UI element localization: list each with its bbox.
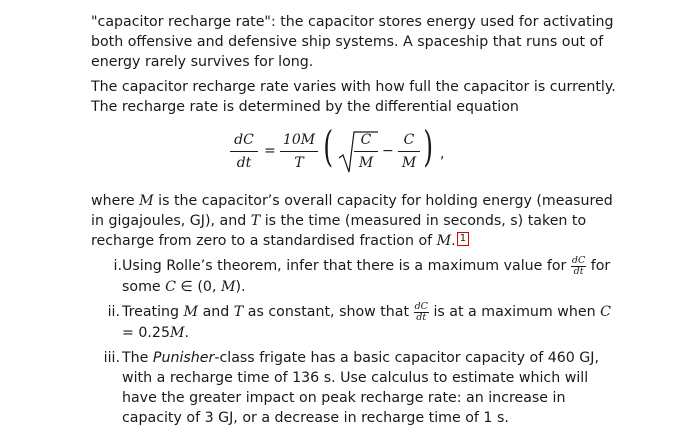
numerator: C [360,132,372,148]
text-segment: Using Rolle’s theorem, infer that there is a maximum value for [122,258,571,274]
text-segment: is the time (measured in seconds, s) taken to recharge from zero to a standardised fraction of [91,213,587,249]
paragraph-recharge-equation-intro: The capacitor recharge rate varies with how full the capacitor is currently. The recharge rate is determined by the differential equation [91,79,616,115]
paragraph-capacitor-recharge-rate: "capacitor recharge rate": the capacitor stores energy used for activating both offensive and defensive ship systems. A spaceship that runs out of energy rarely survives for long. [91,14,614,70]
inline-fraction-dc-dt [414,302,429,323]
fraction-bar [354,151,378,152]
numerator: dC [414,301,428,312]
text-segment: is at a maximum when [428,304,601,320]
list-marker: ii. [107,304,120,320]
denominator: dt [416,312,427,323]
variable-m: M [139,193,154,209]
footnote-link[interactable]: 1 [457,232,469,246]
fraction-dc-dt [230,130,258,173]
list-marker: i. [113,258,122,274]
text-segment: ∈ (0, [176,279,221,295]
text-segment: . [451,233,456,249]
text-segment: as constant, show that [243,304,414,320]
text-segment: and [198,304,234,320]
variable-m: M [436,233,452,249]
question-text [122,256,616,297]
text-segment: is the capacitor’s overall capacity for holding energy (measured in gigajoules, GJ), and [91,193,613,229]
variable-c: C [165,279,176,295]
right-parenthesis: ) [423,122,434,171]
left-parenthesis: ( [323,122,334,171]
denominator: M [401,155,417,171]
text-segment: where [91,193,140,209]
fraction-c-m-under-root [354,130,378,173]
fraction-c-m [398,130,420,173]
text-segment: for some [122,258,611,295]
denominator: dt [236,155,252,171]
numerator: C [403,132,415,148]
variable-c: C [600,304,611,320]
differential-equation [230,124,470,180]
question-text [122,348,616,428]
inline-fraction-dc-dt [571,256,586,277]
text-segment: = 0.25 [122,325,170,341]
equation-comma: , [440,146,445,162]
variable-m: M [170,325,185,341]
fraction-10m-t [280,130,318,173]
text-segment: ). [235,279,246,295]
text-segment: . [184,325,190,341]
numerator: 10M [282,132,316,148]
question-text [122,302,616,343]
fraction-bar [398,151,420,152]
text-segment: The [122,350,153,366]
list-marker: iii. [103,350,120,366]
variable-t: T [250,213,261,229]
minus-sign: − [382,143,394,159]
variable-m: M [220,279,236,295]
variable-m: M [183,304,199,320]
denominator: M [358,155,374,171]
paragraph-variable-definitions [91,191,621,251]
text-segment: Treating [122,304,184,320]
equals-sign: = [264,143,276,159]
numerator: dC [234,132,254,148]
denominator: T [294,155,304,171]
variable-t: T [233,304,244,320]
ship-class-name: Punisher [152,350,215,366]
text-segment: -class frigate has a basic capacitor capacity of 460 GJ, with a recharge time of 136 s. Use calculus to estimate which will have the greater impact on peak recharge rate: an increase in capacity of 3 GJ, or a decrease in recharge time of 1 s. [122,350,599,426]
numerator: dC [571,255,586,266]
fraction-bar [230,151,258,152]
denominator: dt [573,266,584,277]
fraction-bar [280,151,318,152]
